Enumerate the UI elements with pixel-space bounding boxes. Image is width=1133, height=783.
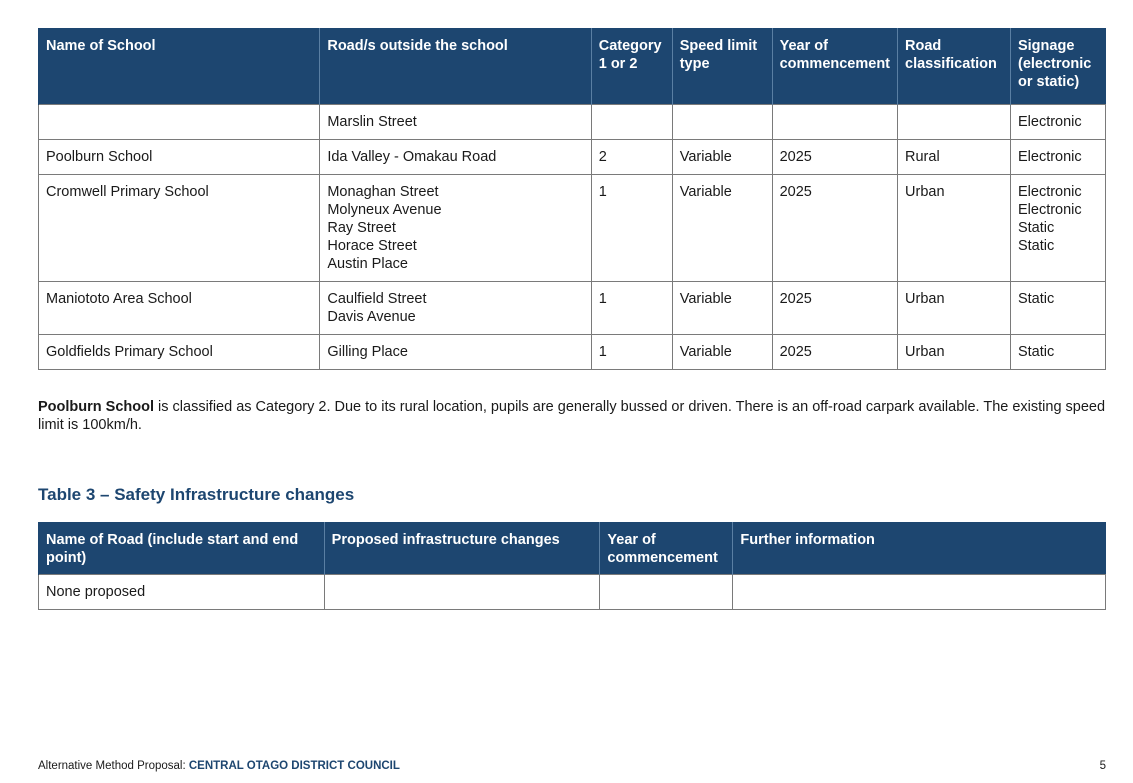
page-number: 5	[1099, 760, 1106, 772]
table3-title: Table 3 – Safety Infrastructure changes	[38, 485, 355, 504]
cell-roads	[320, 104, 591, 139]
header-speed-limit-type: Speed limit type	[672, 28, 772, 104]
cell-category: 1	[591, 174, 672, 281]
cell-roads	[320, 174, 591, 281]
cell-line: Gilling Place	[327, 343, 408, 360]
cell-line: Molyneux Avenue	[327, 201, 442, 218]
cell-line: Austin Place	[327, 255, 408, 272]
cell-category: 1	[591, 281, 672, 334]
cell-line: Static	[1017, 237, 1055, 254]
table-row	[39, 104, 1106, 139]
cell-line: Static	[1017, 290, 1055, 307]
cell-year: 2025	[772, 174, 897, 281]
cell-line: Ray Street	[327, 219, 396, 236]
cell-signage	[1010, 139, 1105, 174]
header-year: Year of commencement	[600, 522, 733, 575]
cell-road: None proposed	[39, 575, 325, 610]
header-road-classification: Road classification	[898, 28, 1011, 104]
cell-category: 1	[591, 334, 672, 369]
header-further-information: Further information	[733, 522, 1106, 575]
footer	[38, 760, 400, 772]
cell-speed-type	[672, 104, 772, 139]
cell-speed-type: Variable	[672, 139, 772, 174]
cell-school: Goldfields Primary School	[39, 334, 320, 369]
cell-speed-type: Variable	[672, 281, 772, 334]
cell-year: 2025	[772, 139, 897, 174]
cell-school: Maniototo Area School	[39, 281, 320, 334]
table-row	[39, 174, 1106, 281]
cell-line: Electronic	[1017, 113, 1082, 130]
header-proposed-changes: Proposed infrastructure changes	[324, 522, 600, 575]
header-name-of-school: Name of School	[39, 28, 320, 104]
cell-classification: Rural	[898, 139, 1011, 174]
cell-line: Static	[1017, 343, 1055, 360]
table-row	[39, 334, 1106, 369]
cell-roads	[320, 281, 591, 334]
footer-prefix: Alternative Method Proposal:	[38, 760, 189, 772]
cell-classification: Urban	[898, 281, 1011, 334]
cell-line: Davis Avenue	[327, 308, 416, 325]
cell-line: Marslin Street	[327, 113, 417, 130]
header-roads: Road/s outside the school	[320, 28, 591, 104]
cell-year: 2025	[772, 281, 897, 334]
cell-school	[39, 104, 320, 139]
table-row	[39, 575, 1106, 610]
cell-speed-type: Variable	[672, 334, 772, 369]
cell-category: 2	[591, 139, 672, 174]
cell-year: 2025	[772, 334, 897, 369]
paragraph-bold: Poolburn School	[38, 399, 154, 415]
header-signage: Signage (electronic or static)	[1010, 28, 1105, 104]
cell-line: Electronic	[1017, 148, 1082, 165]
paragraph-text: is classified as Category 2. Due to its rural location, pupils are generally bussed or driven. There is an off-road carpark available. The existing speed limit is 100km/h.	[38, 399, 1106, 433]
footer-org: CENTRAL OTAGO DISTRICT COUNCIL	[188, 760, 400, 772]
cell-classification: Urban	[898, 174, 1011, 281]
cell-changes	[324, 575, 600, 610]
cell-line: Monaghan Street	[327, 183, 439, 200]
cell-info	[733, 575, 1106, 610]
header-name-of-road: Name of Road (include start and end point)	[39, 522, 325, 575]
header-category: Category 1 or 2	[591, 28, 672, 104]
poolburn-paragraph	[38, 398, 1106, 434]
cell-line: Electronic	[1017, 201, 1082, 218]
cell-category	[591, 104, 672, 139]
cell-school: Cromwell Primary School	[39, 174, 320, 281]
cell-school: Poolburn School	[39, 139, 320, 174]
cell-line: Static	[1017, 219, 1055, 236]
cell-line: Electronic	[1017, 183, 1082, 200]
cell-signage	[1010, 104, 1105, 139]
cell-classification	[898, 104, 1011, 139]
cell-line: Horace Street	[327, 237, 417, 254]
table-header-row	[39, 522, 1106, 575]
cell-signage	[1010, 281, 1105, 334]
header-year: Year of commencement	[772, 28, 897, 104]
cell-signage	[1010, 174, 1105, 281]
table-row	[39, 281, 1106, 334]
table-row	[39, 139, 1106, 174]
cell-signage	[1010, 334, 1105, 369]
table-header-row	[39, 28, 1106, 104]
cell-classification: Urban	[898, 334, 1011, 369]
cell-roads	[320, 139, 591, 174]
infrastructure-table	[38, 522, 1106, 610]
cell-year	[600, 575, 733, 610]
cell-line: Ida Valley - Omakau Road	[327, 148, 497, 165]
cell-speed-type: Variable	[672, 174, 772, 281]
cell-line: Caulfield Street	[327, 290, 427, 307]
school-speed-table	[38, 28, 1106, 370]
cell-roads	[320, 334, 591, 369]
cell-year	[772, 104, 897, 139]
